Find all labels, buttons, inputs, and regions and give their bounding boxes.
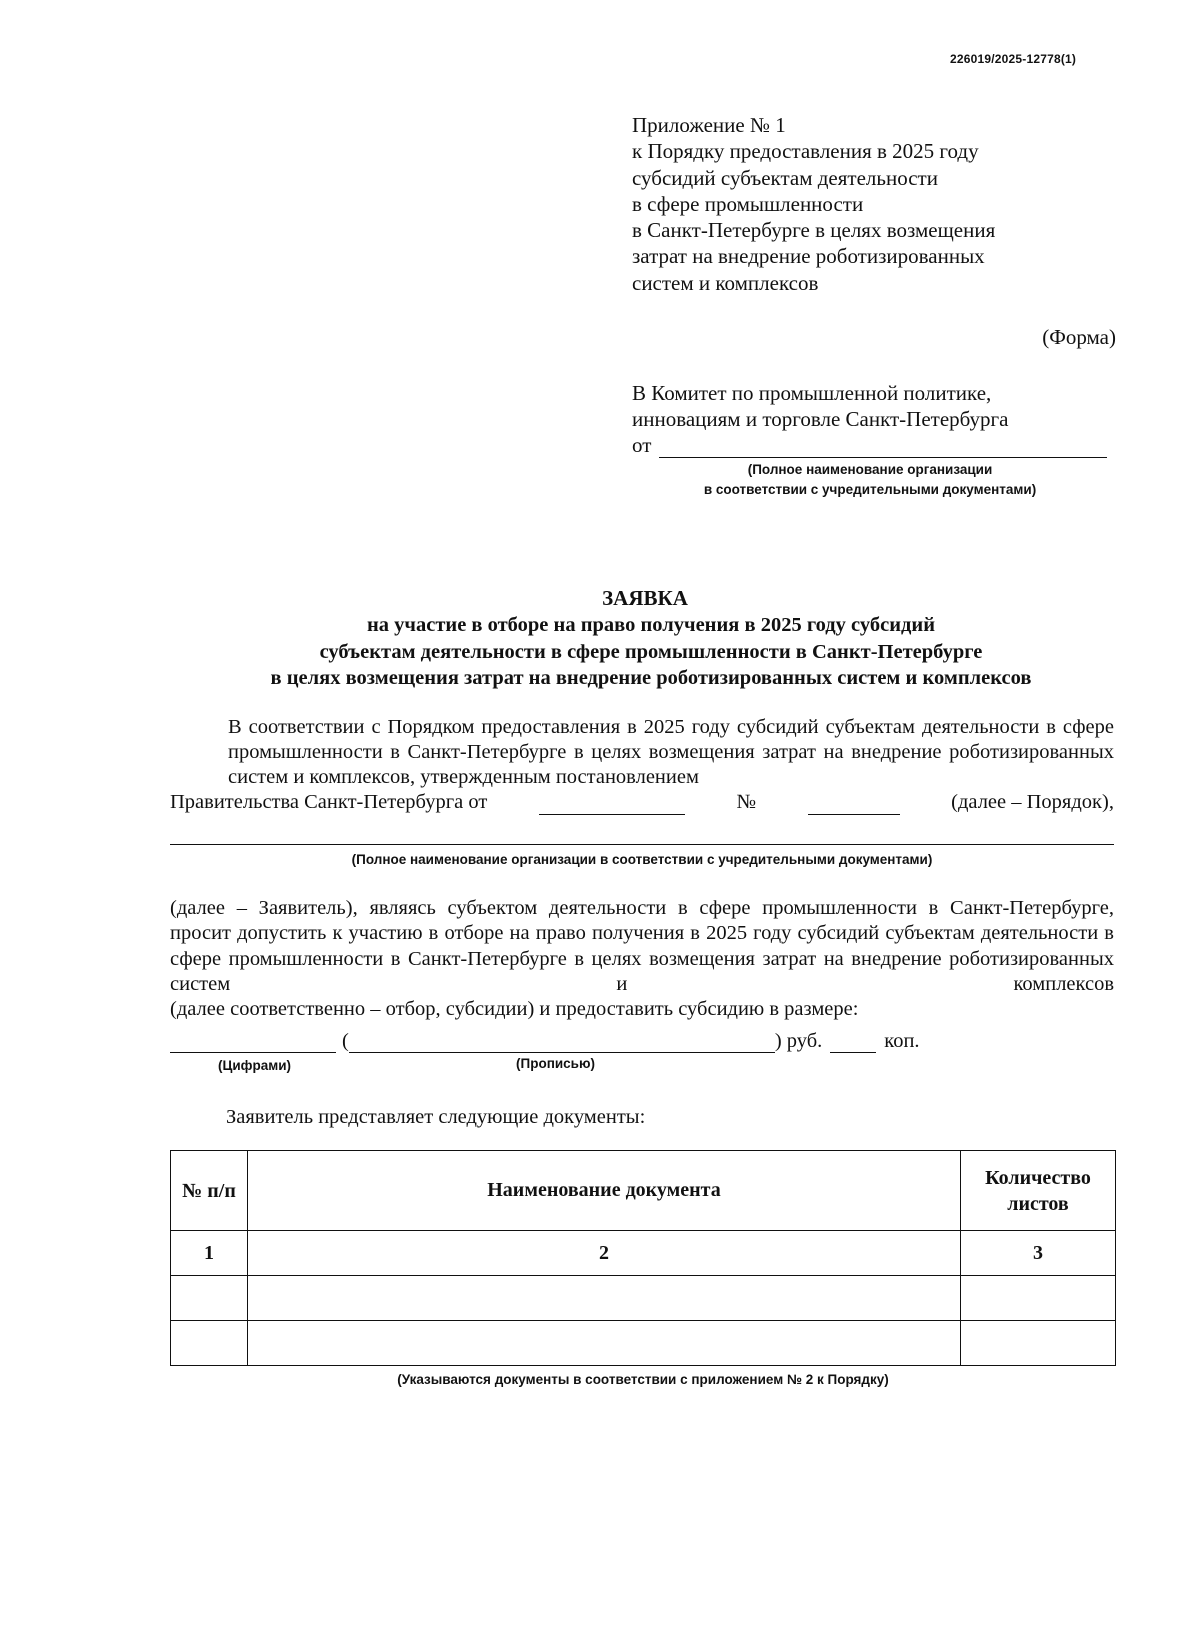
addressee-hint-line-2: в соответствии с учредительными документами) (703, 482, 1037, 497)
subtitle-line-1: на участие в отборе на право получения в 2025 году субсидий (366, 614, 936, 636)
applicant-name-field[interactable] (170, 842, 1114, 845)
table-row (171, 1321, 1116, 1366)
paragraph-intro-prefix: Правительства Санкт-Петербурга от (170, 791, 488, 813)
paragraph-request (170, 896, 1114, 1022)
table-header-row (171, 1151, 1116, 1231)
addressee-line-2: инновациям и торговле Санкт-Петербурга (632, 407, 1009, 431)
amount-hints (170, 1058, 970, 1078)
subtitle-line-2: субъектам деятельности в сфере промышленности в Санкт-Петербурге (319, 640, 983, 663)
form-label: (Форма) (1042, 325, 1116, 349)
kop-label: коп. (884, 1030, 920, 1052)
appendix-line: Приложение № 1 (632, 113, 786, 137)
appendix-line: к Порядку предоставления в 2025 году (632, 139, 979, 164)
appendix-line: в сфере промышленности (632, 191, 864, 216)
amount-words-field[interactable] (349, 1032, 775, 1053)
table-hint: (Указываются документы в соответствии с приложением № 2 к Порядку) (397, 1372, 889, 1387)
applicant-name-hint: (Полное наименование организации в соответствии с учредительными документами) (351, 852, 933, 867)
paragraph-intro-text: В соответствии с Порядком предоставления в 2025 году субсидий субъектам деятельности в сфере промышленности в Санкт-Петербурге в целях возмещения затрат на внедрение роботизированных систем и комплексов, утвержденным постановлением (228, 716, 1114, 788)
paragraph-intro (170, 715, 1114, 815)
appendix-line: субсидий субъектам деятельности (632, 165, 938, 190)
document-title: ЗАЯВКА (602, 586, 688, 610)
documents-table (170, 1150, 1116, 1366)
addressee-line-1: В Комитет по промышленной политике, (632, 381, 992, 405)
from-label: от (632, 433, 652, 457)
words-hint: (Прописью) (516, 1056, 595, 1071)
row-number-cell[interactable] (171, 1276, 248, 1321)
page-count-cell[interactable] (961, 1321, 1116, 1366)
paragraph-request-last-line: (далее соответственно – отбор, субсидии) и предоставить субсидию в размере: (170, 998, 859, 1021)
paragraph-request-text: (далее – Заявитель), являясь субъектом деятельности в сфере промышленности в Санкт-Петербурге, просит допустить к участию в отборе на право получения в 2025 году субсидий субъектам деятельности в сфере промышленности в Санкт-Петербурге в целях возмещения затрат на внедрение роботизированных систем и комплексов (170, 897, 1114, 995)
header-number: № п/п (171, 1151, 248, 1231)
appendix-line: систем и комплексов (632, 270, 819, 295)
kopecks-field[interactable] (830, 1032, 876, 1053)
subtitle-line-3: в целях возмещения затрат на внедрение роботизированных систем и комплексов (270, 667, 1032, 689)
registration-number: 226019/2025-12778(1) (950, 52, 1077, 66)
amount-digits-field[interactable] (170, 1032, 336, 1053)
table-numbering-row (171, 1231, 1116, 1276)
subsidy-amount-row (170, 1030, 970, 1053)
document-subtitle (170, 612, 1132, 692)
decree-date-field[interactable] (539, 794, 685, 815)
paragraph-intro-last-line (170, 790, 1114, 815)
addressee-hint (640, 460, 1100, 500)
addressee-block (632, 380, 1132, 458)
page-count-cell[interactable] (961, 1276, 1116, 1321)
numbering-cell-1: 1 (171, 1231, 248, 1276)
number-sign: № (736, 791, 756, 813)
rub-label: ) руб. (774, 1030, 823, 1052)
appendix-line: в Санкт-Петербурге в целях возмещения (632, 218, 996, 243)
digits-hint: (Цифрами) (218, 1058, 292, 1073)
organization-name-field[interactable] (659, 437, 1107, 458)
numbering-cell-3: 3 (961, 1231, 1116, 1276)
numbering-cell-2: 2 (248, 1231, 961, 1276)
paragraph-intro-suffix: (далее – Порядок), (951, 791, 1114, 813)
decree-number-field[interactable] (808, 794, 900, 815)
appendix-line: затрат на внедрение роботизированных (632, 244, 985, 269)
document-name-cell[interactable] (248, 1276, 961, 1321)
row-number-cell[interactable] (171, 1321, 248, 1366)
table-row (171, 1276, 1116, 1321)
document-name-cell[interactable] (248, 1321, 961, 1366)
appendix-header (632, 112, 1092, 296)
documents-intro: Заявитель представляет следующие документы: (226, 1106, 646, 1128)
header-page-count: Количество листов (961, 1151, 1116, 1231)
addressee-from-row (632, 432, 1132, 458)
amount-open-paren: ( (342, 1030, 349, 1052)
header-document-name: Наименование документа (248, 1151, 961, 1231)
addressee-hint-line-1: (Полное наименование организации (747, 462, 993, 477)
